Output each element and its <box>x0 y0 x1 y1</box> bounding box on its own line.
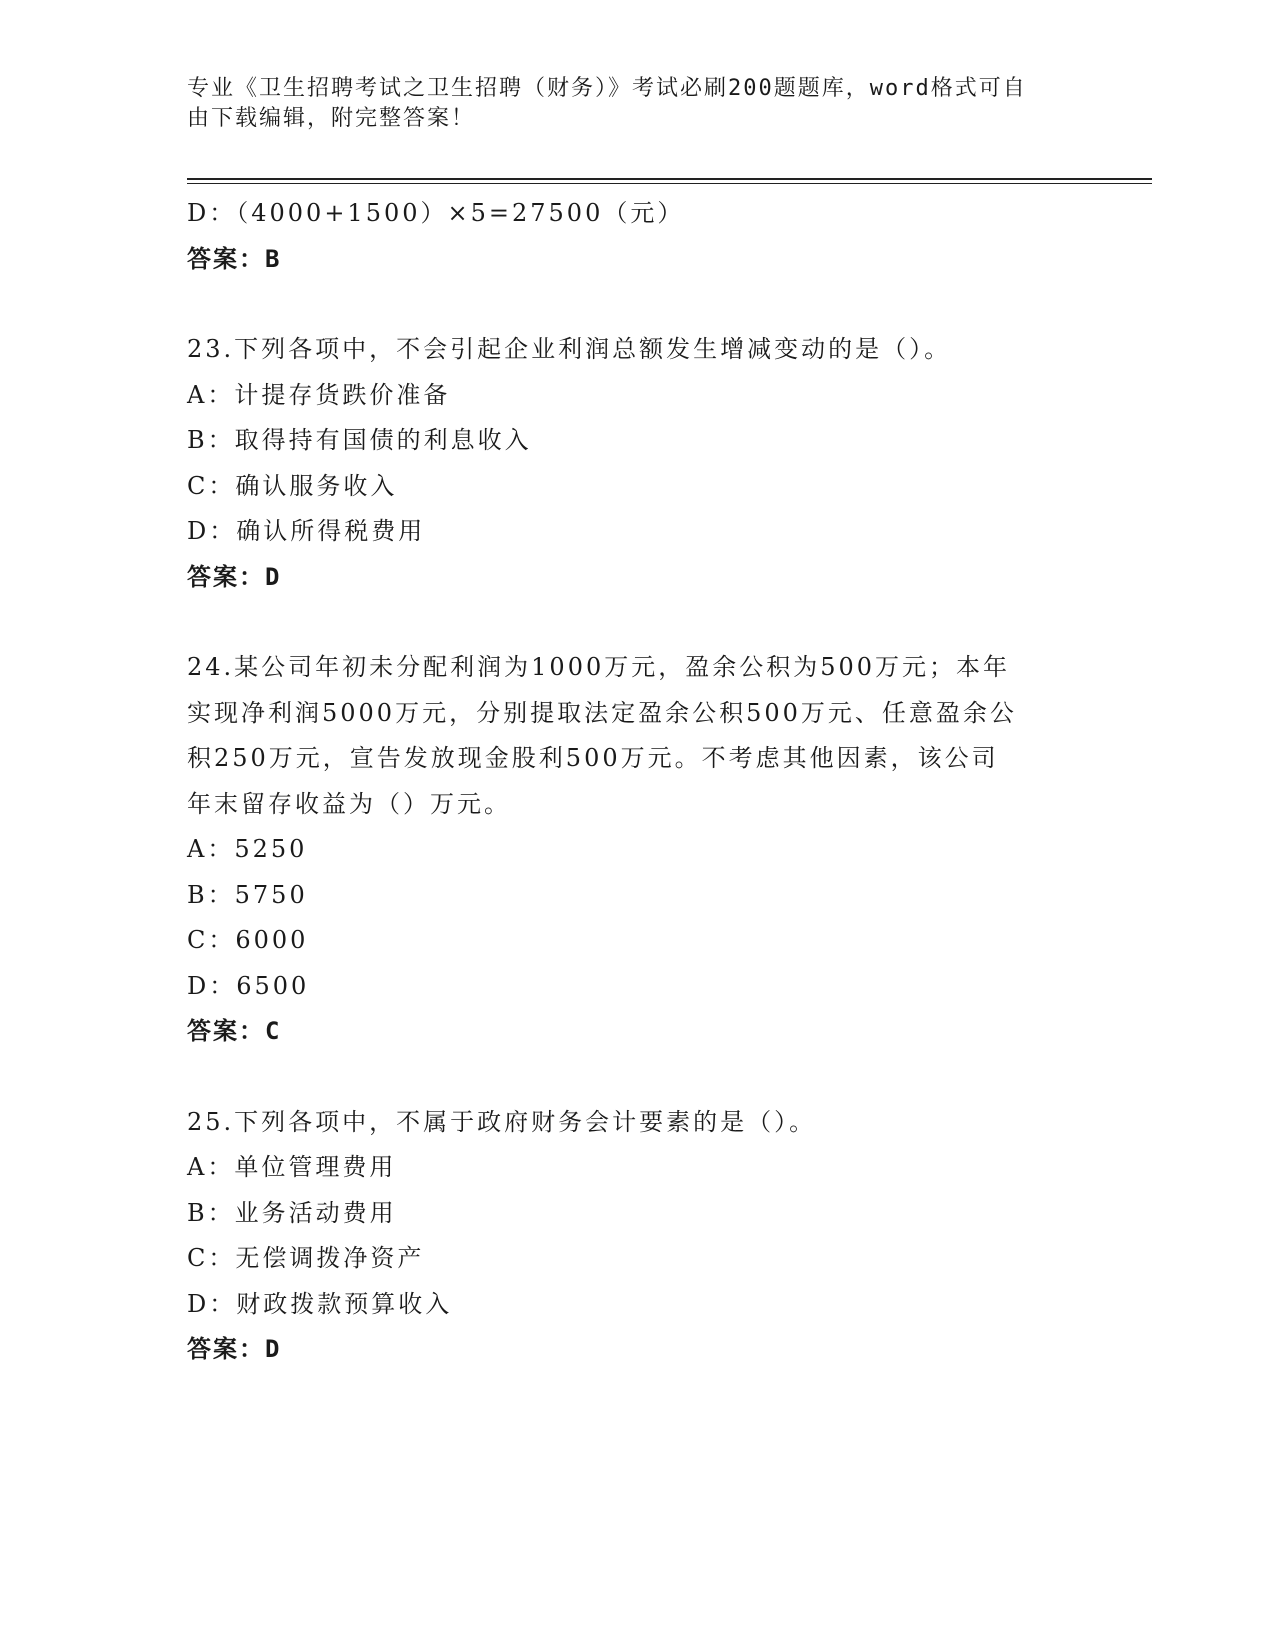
option-d: D：确认所得税费用 <box>187 517 426 545</box>
answer-line: 答案：D <box>187 1335 282 1363</box>
option-d: D：（4000+1500）×5=27500（元） <box>187 199 685 227</box>
question-stem: 25.下列各项中，不属于政府财务会计要素的是（）。 <box>187 1107 817 1136</box>
option-a: A：单位管理费用 <box>187 1153 397 1181</box>
option-c: C：无偿调拨净资产 <box>187 1244 425 1272</box>
question-stem-line-2: 实现净利润5000万元，分别提取法定盈余公积500万元、任意盈余公 <box>187 698 1017 727</box>
option-d: D：6500 <box>187 971 310 1000</box>
header-divider-thick <box>187 178 1152 180</box>
document-body <box>187 191 1087 1373</box>
option-a: A：5250 <box>187 835 308 863</box>
question-stem: 23.下列各项中，不会引起企业利润总额发生增减变动的是（）。 <box>187 335 952 363</box>
header-line-1: 专业《卫生招聘考试之卫生招聘（财务）》考试必刷200题题库，word格式可自 <box>187 76 1027 101</box>
option-b: B：5750 <box>187 880 308 909</box>
option-a: A：计提存货跌价准备 <box>187 380 451 409</box>
option-d: D：财政拨款预算收入 <box>187 1289 453 1318</box>
answer-line: 答案：C <box>187 1017 282 1045</box>
option-c: C：确认服务收入 <box>187 471 398 500</box>
header-line-2: 由下载编辑，附完整答案！ <box>187 106 476 131</box>
header-divider-thin <box>187 183 1152 184</box>
question-stem-line-1: 24.某公司年初未分配利润为1000万元，盈余公积为500万元；本年 <box>187 653 1011 681</box>
question-23 <box>187 327 1087 600</box>
question-24 <box>187 645 1087 1055</box>
question-stem-line-3: 积250万元，宣告发放现金股利500万元。不考虑其他因素，该公司 <box>187 744 999 772</box>
previous-question-tail <box>187 191 1087 282</box>
question-25 <box>187 1100 1087 1373</box>
option-c: C：6000 <box>187 926 309 954</box>
answer-line: 答案：B <box>187 244 282 273</box>
option-b: B：取得持有国债的利息收入 <box>187 426 532 454</box>
answer-line: 答案：D <box>187 562 282 591</box>
question-stem-line-4: 年末留存收益为（）万元。 <box>187 789 511 818</box>
document-header <box>187 74 1067 134</box>
option-b: B：业务活动费用 <box>187 1198 397 1227</box>
